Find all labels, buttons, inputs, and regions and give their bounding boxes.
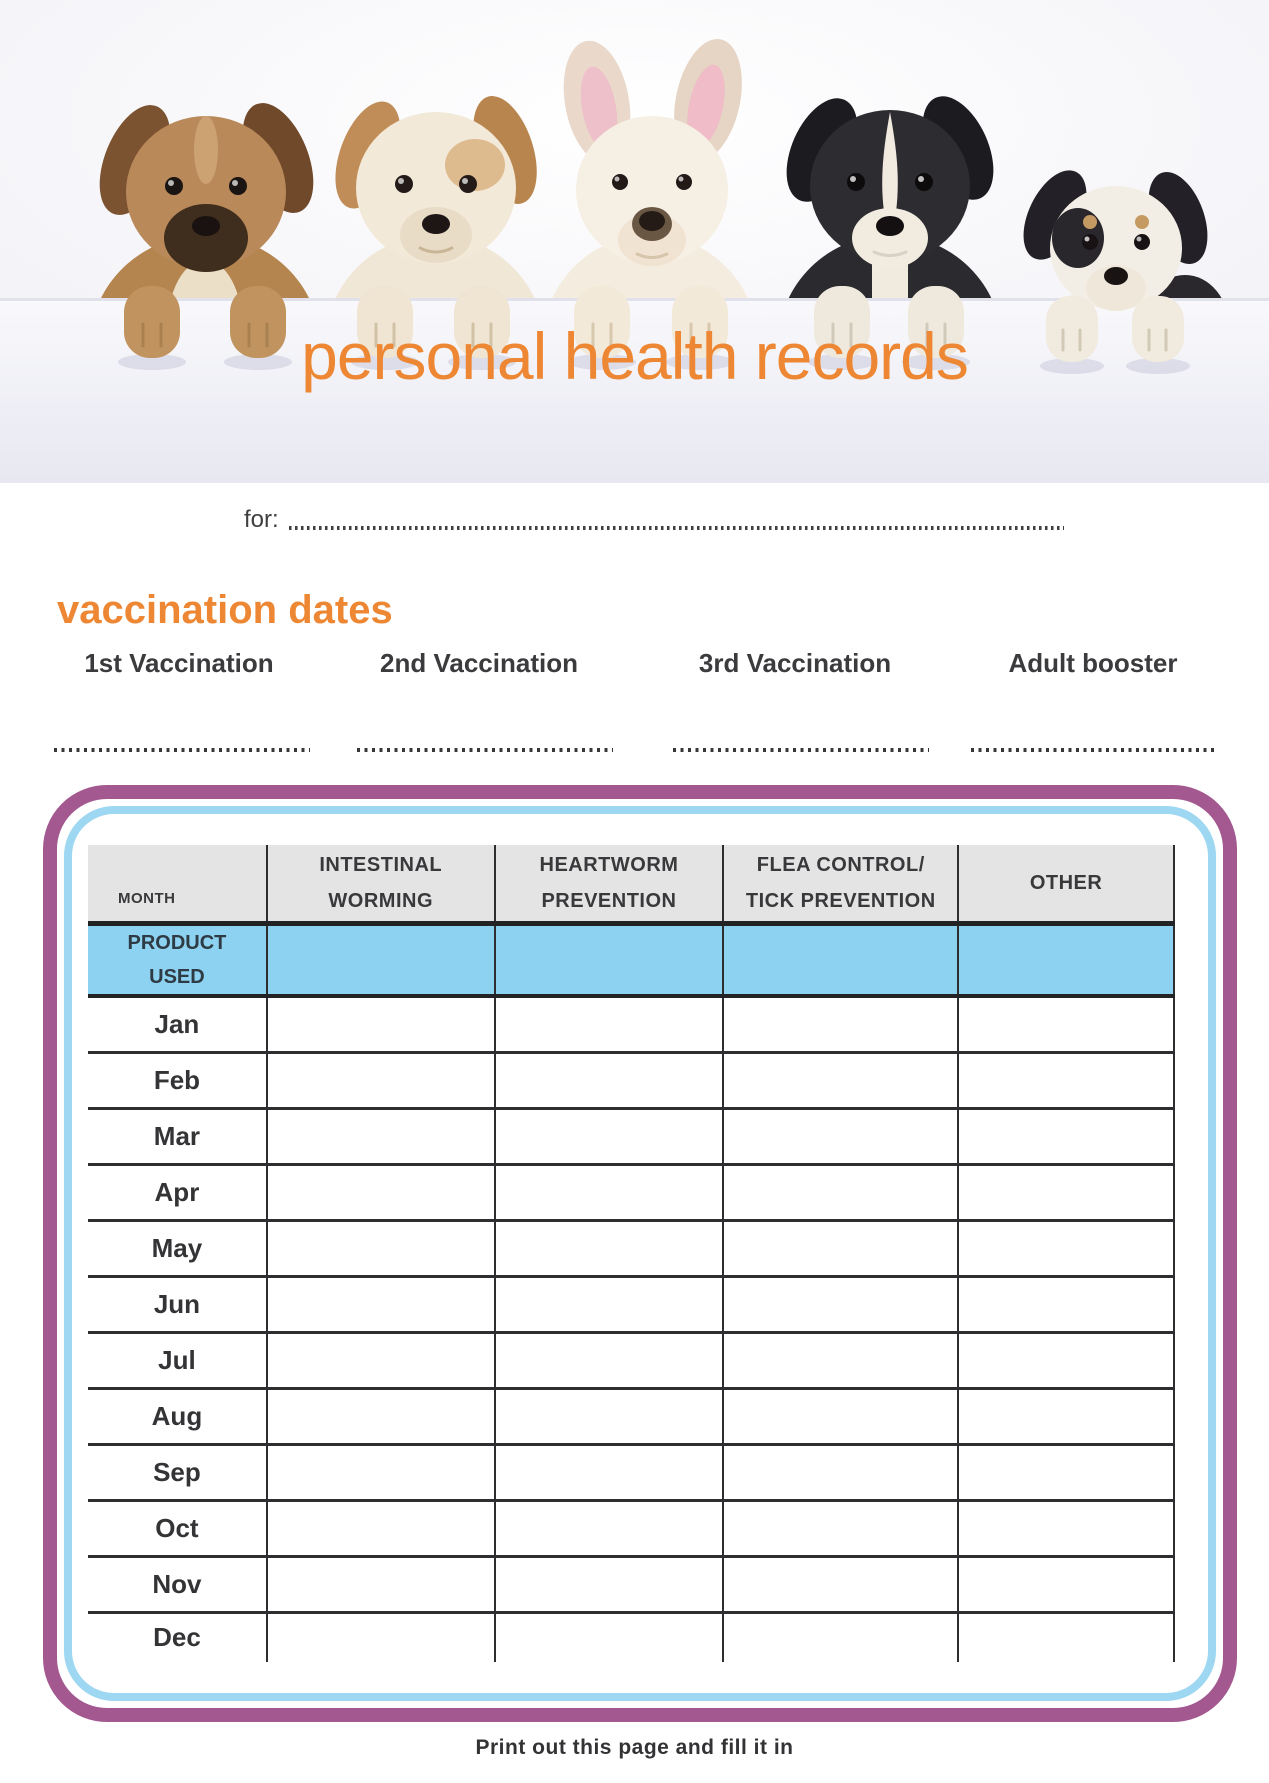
month-label: Dec bbox=[153, 1622, 201, 1653]
product-used-cell bbox=[267, 923, 495, 996]
entry-cell bbox=[495, 1220, 724, 1276]
entry-cell bbox=[958, 996, 1174, 1052]
entry-cell bbox=[958, 1276, 1174, 1332]
product-used-row bbox=[88, 923, 1174, 996]
vaccination-dates-heading: vaccination dates bbox=[57, 588, 393, 632]
month-label: May bbox=[88, 1220, 267, 1276]
month-label: Jan bbox=[88, 996, 267, 1052]
entry-cell bbox=[958, 1052, 1174, 1108]
entry-cell bbox=[495, 1332, 724, 1388]
product-used-cell bbox=[723, 923, 958, 996]
vaccination-col-1-label: 1st Vaccination bbox=[84, 648, 274, 678]
month-label: Jul bbox=[88, 1332, 267, 1388]
vaccination-col-3-dotted-line bbox=[673, 748, 929, 752]
month-row bbox=[88, 1612, 1174, 1662]
entry-cell bbox=[267, 1444, 495, 1500]
entry-cell bbox=[267, 1500, 495, 1556]
entry-cell bbox=[723, 1052, 958, 1108]
entry-cell bbox=[723, 1108, 958, 1164]
entry-cell bbox=[958, 1556, 1174, 1612]
entry-cell bbox=[495, 1388, 724, 1444]
entry-cell bbox=[267, 1612, 495, 1662]
entry-cell bbox=[495, 1108, 724, 1164]
table-header-row bbox=[88, 845, 1174, 923]
product-used-label: PRODUCT USED bbox=[88, 923, 267, 996]
month-label: Apr bbox=[88, 1164, 267, 1220]
print-instruction: Print out this page and fill it in bbox=[475, 1736, 794, 1759]
month-row bbox=[88, 996, 1174, 1052]
for-row bbox=[244, 506, 1064, 534]
month-row bbox=[88, 1444, 1174, 1500]
entry-cell bbox=[495, 1556, 724, 1612]
entry-cell bbox=[723, 1332, 958, 1388]
entry-cell bbox=[267, 1556, 495, 1612]
medication-table bbox=[88, 845, 1175, 1662]
month-row bbox=[88, 1220, 1174, 1276]
entry-cell bbox=[958, 1164, 1174, 1220]
entry-cell bbox=[723, 1444, 958, 1500]
page-title: personal health records bbox=[301, 319, 968, 393]
intestinal-worming-header: INTESTINAL WORMING bbox=[267, 845, 495, 923]
record-table-frame-inner bbox=[64, 806, 1216, 1701]
month-label: Feb bbox=[88, 1052, 267, 1108]
entry-cell bbox=[958, 1388, 1174, 1444]
entry-cell bbox=[958, 1332, 1174, 1388]
for-dotted-line bbox=[289, 526, 1064, 530]
record-table-frame bbox=[43, 785, 1237, 1722]
month-label: Oct bbox=[88, 1500, 267, 1556]
for-label: for: bbox=[244, 506, 279, 533]
vaccination-col-4-dotted-line bbox=[971, 748, 1218, 752]
banner bbox=[0, 0, 1269, 483]
entry-cell bbox=[267, 1332, 495, 1388]
entry-cell bbox=[958, 1612, 1174, 1662]
entry-cell bbox=[495, 996, 724, 1052]
month-row bbox=[88, 1052, 1174, 1108]
entry-cell bbox=[495, 1164, 724, 1220]
entry-cell bbox=[723, 1612, 958, 1662]
entry-cell bbox=[723, 996, 958, 1052]
vaccination-col-2-label: 2nd Vaccination bbox=[380, 648, 578, 678]
month-row bbox=[88, 1388, 1174, 1444]
product-used-cell bbox=[495, 923, 724, 996]
entry-cell bbox=[958, 1500, 1174, 1556]
month-label: Jun bbox=[88, 1276, 267, 1332]
entry-cell bbox=[267, 1388, 495, 1444]
entry-cell bbox=[958, 1444, 1174, 1500]
product-used-cell bbox=[958, 923, 1174, 996]
entry-cell bbox=[495, 1500, 724, 1556]
entry-cell bbox=[267, 1108, 495, 1164]
month-column-header: MONTH bbox=[88, 845, 267, 923]
entry-cell bbox=[723, 1164, 958, 1220]
month-label: Aug bbox=[88, 1388, 267, 1444]
puppies-photo bbox=[0, 0, 1269, 483]
flea-tick-prevention-header: FLEA CONTROL/ TICK PREVENTION bbox=[723, 845, 958, 923]
month-row bbox=[88, 1276, 1174, 1332]
month-row bbox=[88, 1500, 1174, 1556]
month-row bbox=[88, 1108, 1174, 1164]
entry-cell bbox=[723, 1500, 958, 1556]
heartworm-prevention-header: HEARTWORM PREVENTION bbox=[495, 845, 724, 923]
other-header: OTHER bbox=[958, 845, 1174, 923]
entry-cell bbox=[495, 1052, 724, 1108]
month-row bbox=[88, 1556, 1174, 1612]
entry-cell bbox=[267, 1276, 495, 1332]
entry-cell bbox=[267, 1164, 495, 1220]
month-row bbox=[88, 1164, 1174, 1220]
entry-cell bbox=[267, 1220, 495, 1276]
entry-cell bbox=[495, 1612, 724, 1662]
entry-cell bbox=[267, 996, 495, 1052]
vaccination-col-2-dotted-line bbox=[357, 748, 613, 752]
entry-cell bbox=[723, 1388, 958, 1444]
entry-cell bbox=[723, 1220, 958, 1276]
vaccination-col-4-label: Adult booster bbox=[1008, 648, 1178, 678]
entry-cell bbox=[958, 1108, 1174, 1164]
month-label: Nov bbox=[88, 1556, 267, 1612]
entry-cell bbox=[958, 1220, 1174, 1276]
entry-cell bbox=[723, 1276, 958, 1332]
vaccination-col-1-dotted-line bbox=[54, 748, 310, 752]
month-row bbox=[88, 1332, 1174, 1388]
entry-cell bbox=[267, 1052, 495, 1108]
month-label: Sep bbox=[88, 1444, 267, 1500]
vaccination-col-3-label: 3rd Vaccination bbox=[698, 648, 892, 678]
entry-cell bbox=[723, 1556, 958, 1612]
entry-cell bbox=[495, 1444, 724, 1500]
month-label: Mar bbox=[88, 1108, 267, 1164]
entry-cell bbox=[495, 1276, 724, 1332]
